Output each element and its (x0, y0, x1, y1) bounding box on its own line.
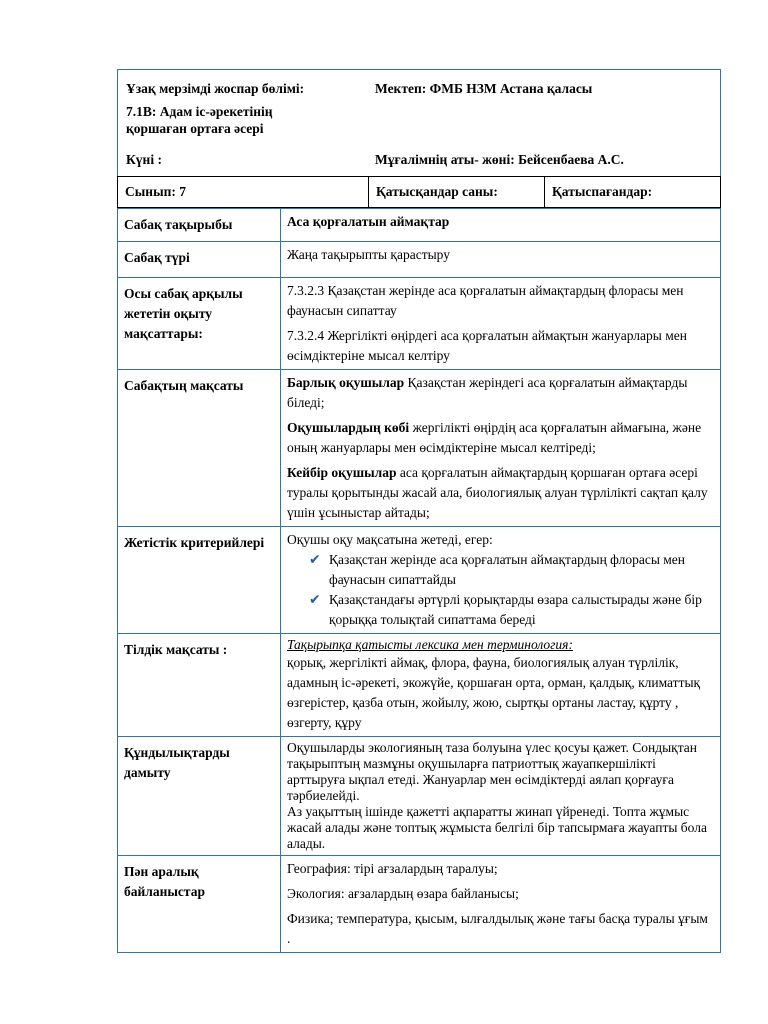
objectives-content (281, 278, 721, 370)
aim-lead: Кейбір оқушылар (287, 465, 397, 480)
criteria-intro: Оқушы оқу мақсатына жетеді, егер: (287, 532, 493, 547)
cross-curricular-row (118, 856, 721, 953)
unit-title-line1: 7.1В: Адам іс-әрекетінің (126, 104, 273, 119)
cross-curricular-label: Пән аралық байланыстар (118, 856, 281, 953)
grade-cell: Сынып: 7 (118, 177, 369, 208)
aim-item (287, 373, 714, 413)
lesson-type-value: Жаңа тақырыпты қарастыру (281, 242, 721, 278)
values-row (118, 737, 721, 856)
date-label: Күні : (126, 152, 162, 167)
objectives-label: Осы сабақ арқылы жететін оқыту мақсаттары: (118, 278, 281, 370)
lesson-aims-label: Сабақтың мақсаты (118, 370, 281, 527)
lesson-details-table (117, 208, 721, 953)
cross-item: География: тірі ағзалардың таралуы; (287, 861, 498, 876)
absent-cell: Қатыспағандар: (545, 177, 721, 208)
criteria-row (118, 527, 721, 634)
cross-item: Экология: ағзалардың өзара байланысы; (287, 886, 519, 901)
long-term-plan-label: Ұзақ мерзімді жоспар бөлімі: (126, 81, 305, 96)
lesson-aims-content (281, 370, 721, 527)
criteria-content (281, 527, 721, 634)
class-info-row (117, 176, 721, 208)
objectives-row (118, 278, 721, 370)
criteria-check-text: Қазақстандағы әртүрлі қорықтарды өзара салыстырады және бір қорыққа толықтай сипаттама береді (329, 592, 702, 627)
lesson-plan-document (117, 69, 721, 953)
aim-text: аса қорғалатын аймақтардың қоршаған ортаға әсері туралы қорытынды жасай ала, биологиялық алуан түрлілікті сақтап қалу үшін ұсыныстар айтады; (287, 465, 708, 520)
criteria-check-text: Қазақстан жерінде аса қорғалатын аймақтардың флорасы мен фаунасын сипаттайды (329, 552, 686, 587)
terminology-heading: Тақырыпқа қатысты лексика мен терминология: (287, 637, 573, 652)
aim-text: Қазақстан жеріндегі аса қорғалатын аймақтарды біледі; (287, 375, 688, 410)
values-content (281, 737, 721, 856)
lesson-type-label: Сабақ түрі (118, 242, 281, 278)
teacher-name: Мұғалімнің аты- жөні: Бейсенбаева А.С. (375, 152, 624, 167)
objective-item: 7.3.2.4 Жергілікті өңірдегі аса қорғалатын аймақтын жануарлары мен өсімдіктеріне мысал келтіру (287, 328, 687, 363)
unit-title-line2: қоршаған ортаға әсері (126, 121, 264, 136)
lesson-aims-row (118, 370, 721, 527)
aim-text: жергілікті өңірдің аса қорғалатын аймағына, және оның жануарлары мен өсімдіктеріне мысал келтіреді; (287, 420, 702, 455)
language-goals-label: Тілдік мақсаты : (118, 634, 281, 737)
criteria-label: Жетістік критерийлері (118, 527, 281, 634)
aim-lead: Оқушылардың көбі (287, 420, 410, 435)
cross-item: Физика; температура, қысым, ылғалдылық және тағы басқа туралы ұғым . (287, 911, 708, 946)
aim-lead: Барлық оқушылар (287, 375, 405, 390)
topic-row (118, 209, 721, 242)
language-goals-row (118, 634, 721, 737)
terminology-line: қорық, жергілікті аймақ, флора, фауна, биологиялық алуан түрлілік, (287, 655, 679, 670)
aim-item (287, 418, 714, 458)
terminology-line: адамның іс-әрекеті, экожүйе, қоршаған орта, орман, қалдық, климаттық өзгерістер, қазба отын, жойылу, жою, сыртқы ортаны ластау, құрту , өзгерту, құру (287, 675, 701, 730)
criteria-check-item (287, 590, 714, 630)
values-paragraph: Оқушыларды экологияның таза болуына үлес қосуы қажет. Сондықтан тақырыптың мазмұны оқушыларға патриоттық жауапкершілікті арттыруға ықпал етеді. Жануарлар мен өсімдіктерді аялап қорғауға тәрбиелейді. (287, 740, 697, 803)
criteria-check-item (287, 550, 714, 590)
checkmark-icon: ✔ (309, 552, 321, 568)
language-goals-content (281, 634, 721, 737)
plan-header (117, 69, 721, 176)
values-paragraph: Аз уақыттың ішінде қажетті ақпаратты жинап үйренеді. Топта жұмыс жасай алады және топтық жұмыста белгілі бір тапсырмаға жауапты бола алады. (287, 804, 707, 851)
aim-item (287, 463, 714, 523)
cross-curricular-content (281, 856, 721, 953)
values-label: Құндылықтарды дамыту (118, 737, 281, 856)
present-count-cell: Қатысқандар саны: (369, 177, 545, 208)
topic-value: Аса қорғалатын аймақтар (281, 209, 721, 242)
topic-label: Сабақ тақырыбы (118, 209, 281, 242)
objective-item: 7.3.2.3 Қазақстан жерінде аса қорғалатын аймақтардың флорасы мен фаунасын сипаттау (287, 283, 684, 318)
lesson-type-row (118, 242, 721, 278)
school-label: Мектеп: ФМБ НЗМ Астана қаласы (375, 81, 593, 96)
checkmark-icon: ✔ (309, 592, 321, 608)
